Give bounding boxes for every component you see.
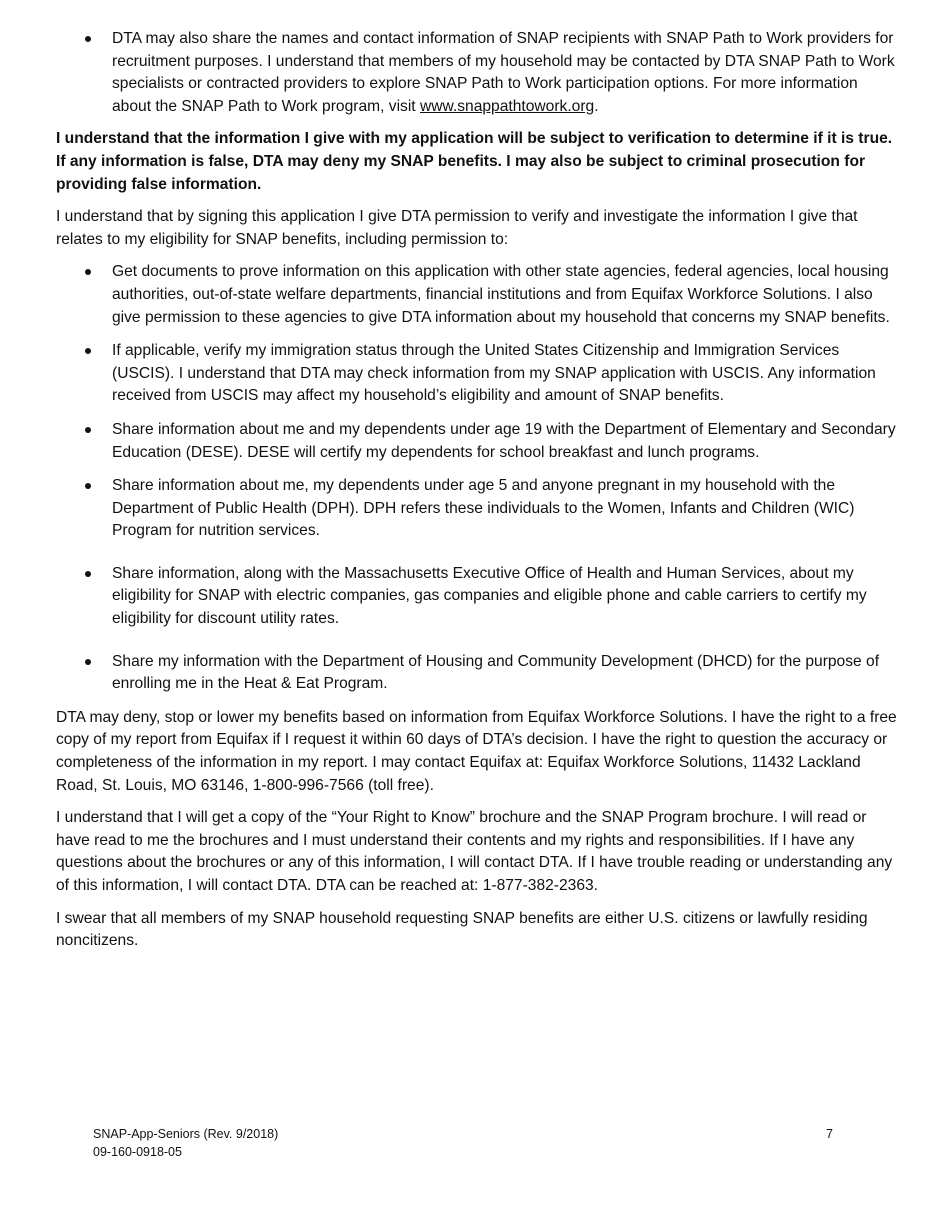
form-name: SNAP-App-Seniors (Rev. 9/2018)	[93, 1127, 279, 1141]
verification-warning: I understand that the information I give with my application will be subject to verification to determine if it is true. If any information is false, DTA may deny my SNAP benefits. I may also be subject to criminal prosecution for providing false information.	[56, 130, 893, 193]
citizenship-paragraph: I swear that all members of my SNAP household requesting SNAP benefits are either U.S. citizens or lawfully residing noncitizens.	[56, 909, 868, 950]
list-item: Share my information with the Department of Housing and Community Development (DHCD) for the purpose of enrolling me in the Heat & Eat Program.	[56, 651, 898, 696]
page-footer	[93, 1125, 833, 1161]
list-item: If applicable, verify my immigration status through the United States Citizenship and Immigration Services (USCIS). I understand that DTA may check information from my SNAP application with USCIS. Any information received from USCIS may affect my household’s eligibility and amount of SNAP benefits.	[56, 340, 898, 408]
permission-list	[56, 261, 898, 696]
path-to-work-list	[56, 28, 898, 118]
list-item: DTA may also share the names and contact information of SNAP recipients with SNAP Path to Work providers for recruitment purposes. I understand that members of my household may be contacted by DTA SNAP Path to Work specialists or contracted providers to explore SNAP Path to Work participation options. For more information about the SNAP Path to Work program, visit www.snappathtowork.org.	[56, 28, 898, 118]
permission-intro: I understand that by signing this application I give DTA permission to verify and investigate the information I give that relates to my eligibility for SNAP benefits, including permission to:	[56, 208, 858, 248]
form-number: 09-160-0918-05	[93, 1145, 182, 1159]
document-page	[56, 28, 898, 963]
list-item: Share information about me, my dependents under age 5 and anyone pregnant in my household with the Department of Public Health (DPH). DPH refers these individuals to the Women, Infants and Children (WIC) Program for nutrition services.	[56, 475, 898, 543]
brochure-paragraph: I understand that I will get a copy of the “Your Right to Know” brochure and the SNAP Program brochure. I will read or have read to me the brochures and I must understand their contents and my rights and responsibilities. If I have any questions about the brochures or any of this information, I will contact DTA. If I have trouble reading or understanding any of this information, I will contact DTA. DTA can be reached at: 1-877-382-2363.	[56, 809, 893, 894]
page-number: 7	[826, 1127, 833, 1141]
equifax-paragraph: DTA may deny, stop or lower my benefits based on information from Equifax Workforce Solutions. I have the right to a free copy of my report from Equifax if I request it within 60 days of DTA’s decision. I have the right to question the accuracy or completeness of the information in my report. I may contact Equifax at: Equifax Workforce Solutions, 11432 Lackland Road, St. Louis, MO 63146, 1-800-996-7566 (toll free).	[56, 708, 897, 794]
snap-path-to-work-link[interactable]: www.snappathtowork.org	[419, 97, 595, 115]
list-item: Get documents to prove information on this application with other state agencies, federal agencies, local housing authorities, out-of-state welfare departments, financial institutions and from Equifax Workforce Solutions. I also give permission to these agencies to give DTA information about my household that concerns my SNAP benefits.	[56, 261, 898, 329]
list-item: Share information, along with the Massachusetts Executive Office of Health and Human Services, about my eligibility for SNAP with electric companies, gas companies and eligible phone and cable carriers to certify my eligibility for discount utility rates.	[56, 563, 898, 631]
list-item: Share information about me and my dependents under age 19 with the Department of Elementary and Secondary Education (DESE). DESE will certify my dependents for school breakfast and lunch programs.	[56, 419, 898, 464]
